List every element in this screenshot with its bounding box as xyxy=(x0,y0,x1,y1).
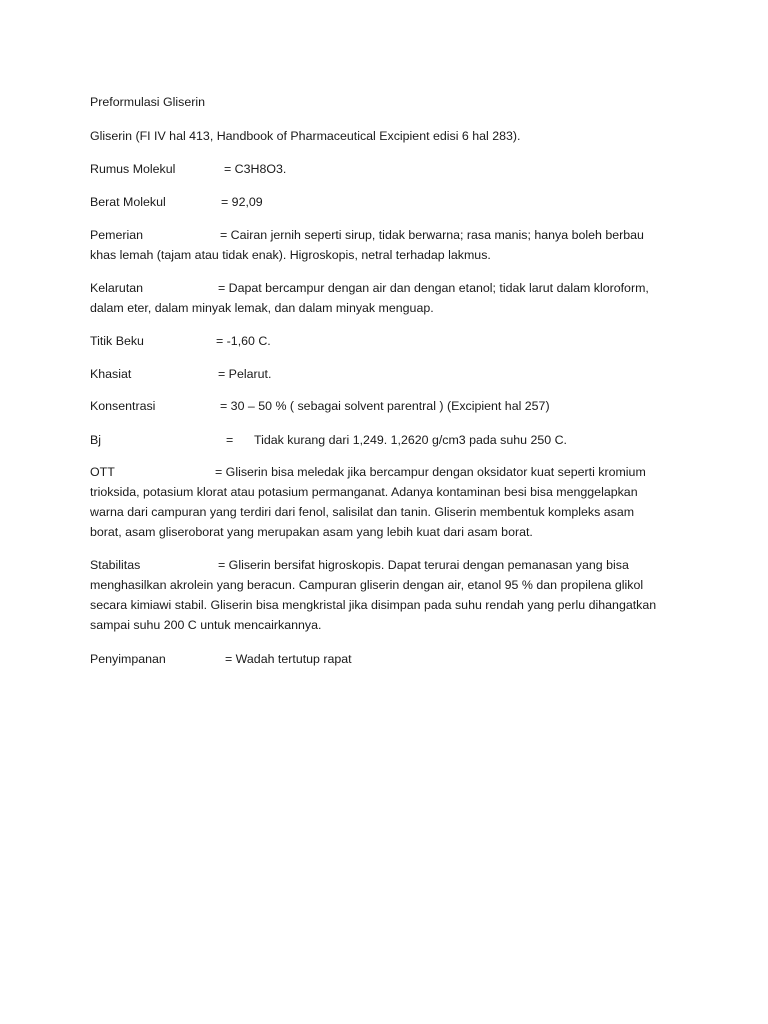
field-stabilitas-cont: secara kimiawi stabil. Gliserin bisa mengkristal jika disimpan pada suhu rendah yang perlu dihangatkan xyxy=(90,598,657,612)
field-kelarutan-cont: dalam eter, dalam minyak lemak, dan dalam minyak menguap. xyxy=(90,301,434,315)
field-value: = Cairan jernih seperti sirup, tidak berwarna; rasa manis; hanya boleh berbau xyxy=(220,228,644,242)
field-label: Bj xyxy=(90,433,102,447)
field-stabilitas-cont: sampai suhu 200 C untuk mencairkannya. xyxy=(90,618,322,632)
field-label: Stabilitas xyxy=(90,558,141,572)
field-value: = Dapat bercampur dengan air dan dengan etanol; tidak larut dalam kloroform, xyxy=(218,281,649,295)
field-value: = C3H8O3. xyxy=(224,162,287,176)
field-value: = 30 – 50 % ( sebagai solvent parentral ) (Excipient hal 257) xyxy=(220,399,550,413)
field-value: = -1,60 C. xyxy=(216,334,271,348)
field-value: Tidak kurang dari 1,249. 1,2620 g/cm3 pada suhu 250 C. xyxy=(254,433,567,447)
field-value: = Pelarut. xyxy=(218,367,272,381)
field-pemerian-cont: khas lemah (tajam atau tidak enak). Higroskopis, netral terhadap lakmus. xyxy=(90,248,491,262)
field-equals: = xyxy=(226,433,234,447)
field-value: = Gliserin bersifat higroskopis. Dapat terurai dengan pemanasan yang bisa xyxy=(218,558,629,572)
doc-title: Preformulasi Gliserin xyxy=(90,95,205,109)
field-label: Rumus Molekul xyxy=(90,162,176,176)
field-ott-cont: trioksida, potasium klorat atau potasium permanganat. Adanya kontaminan besi bisa menggelapkan xyxy=(90,485,638,499)
field-label: Khasiat xyxy=(90,367,132,381)
field-label: Berat Molekul xyxy=(90,195,166,209)
doc-reference: Gliserin (FI IV hal 413, Handbook of Pharmaceutical Excipient edisi 6 hal 283). xyxy=(90,129,521,143)
field-label: OTT xyxy=(90,465,115,479)
field-label: Konsentrasi xyxy=(90,399,156,413)
field-value: = 92,09 xyxy=(221,195,263,209)
field-value: = Gliserin bisa meledak jika bercampur dengan oksidator kuat seperti kromium xyxy=(215,465,646,479)
field-ott-cont: borat, asam gliseroborat yang merupakan asam yang lebih kuat dari asam borat. xyxy=(90,525,533,539)
field-label: Kelarutan xyxy=(90,281,144,295)
field-label: Pemerian xyxy=(90,228,144,242)
field-stabilitas-cont: menghasilkan akrolein yang beracun. Campuran gliserin dengan air, etanol 95 % dan propilena glikol xyxy=(90,578,644,592)
field-ott-cont: warna dari campuran yang terdiri dari fenol, salisilat dan tanin. Gliserin membentuk kompleks asam xyxy=(90,505,635,519)
field-value: = Wadah tertutup rapat xyxy=(225,652,352,666)
field-label: Titik Beku xyxy=(90,334,144,348)
field-label: Penyimpanan xyxy=(90,652,166,666)
